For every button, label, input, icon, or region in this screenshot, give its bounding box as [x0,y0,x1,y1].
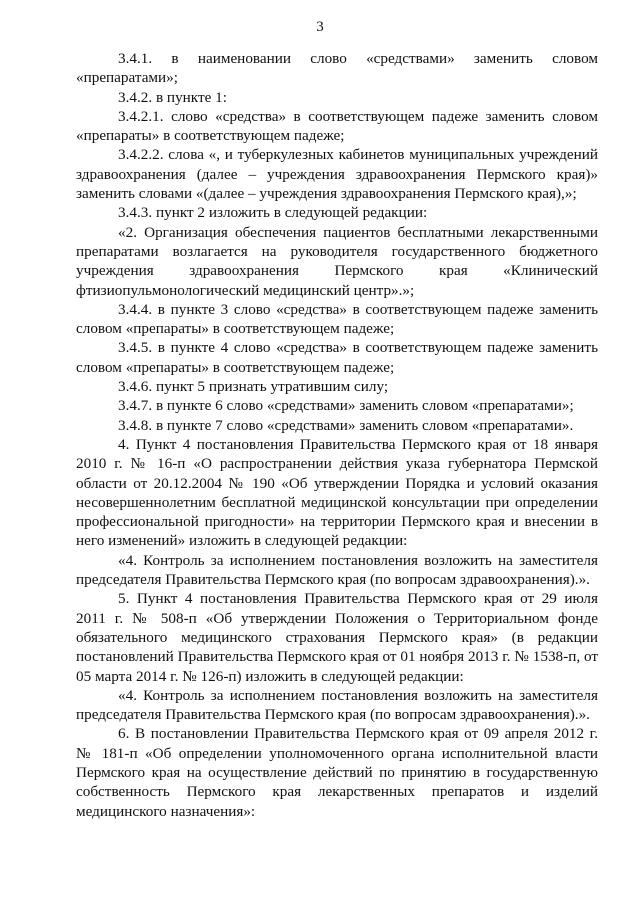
paragraph-3-4-2-2: 3.4.2.2. слова «, и туберкулезных кабинетов муниципальных учреждений здравоохранения (далее – учреждения здравоохранения Пермского края)» заменить словами «(далее – учреждения здравоохранения Пермского края),»; [76,146,598,203]
paragraph-quote-4-b: «4. Контроль за исполнением постановления возложить на заместителя председателя Правительства Пермского края (по вопросам здравоохранения).». [76,686,598,724]
paragraph-quote-2: «2. Организация обеспечения пациентов бесплатными лекарственными препаратами возлагается на руководителя государственного бюджетного учреждения здравоохранения Пермского края «Клинический фтизиопульмонологический медицинский центр».»; [76,223,598,299]
paragraph-quote-4-a: «4. Контроль за исполнением постановления возложить на заместителя председателя Правительства Пермского края (по вопросам здравоохранения).». [76,551,598,589]
paragraph-3-4-1: 3.4.1. в наименовании слово «средствами» заменить словом «препаратами»; [76,50,598,87]
document-body [76,49,598,821]
paragraph-3-4-4: 3.4.4. в пункте 3 слово «средства» в соответствующем падеже заменить словом «препараты» в соответствующем падеже; [76,300,598,338]
page-number: 3 [316,19,324,35]
paragraph-3-4-8: 3.4.8. в пункте 7 слово «средствами» заменить словом «препаратами». [118,416,574,434]
paragraph-6: 6. В постановлении Правительства Пермского края от 09 апреля 2012 г. № 181-п «Об определении уполномоченного органа исполнительной власти Пермского края на осуществление действий по принятию в государственную собственность Пермского края лекарственных препаратов и изделий медицинского назначения»: [76,725,598,820]
paragraph-3-4-2-1: 3.4.2.1. слово «средства» в соответствующем падеже заменить словом «препараты» в соответствующем падеже; [76,107,598,145]
paragraph-3-4-6: 3.4.6. пункт 5 признать утратившим силу; [118,378,389,396]
paragraph-3-4-3: 3.4.3. пункт 2 изложить в следующей редакции: [118,204,428,222]
paragraph-3-4-2: 3.4.2. в пункте 1: [118,88,227,106]
paragraph-3-4-7: 3.4.7. в пункте 6 слово «средствами» заменить словом «препаратами»; [118,397,574,415]
paragraph-3-4-5: 3.4.5. в пункте 4 слово «средства» в соответствующем падеже заменить словом «препараты» в соответствующем падеже; [76,339,598,376]
paragraph-5: 5. Пункт 4 постановления Правительства Пермского края от 29 июля 2011 г. № 508-п «Об утверждении Положения о Территориальном фонде обязательного медицинского страхования Пермского края» (в редакции постановлений Правительства Пермского края от 01 ноября 2013 г. № 1538-п, от 05 марта 2014 г. № 126-п) изложить в следующей редакции: [76,590,598,685]
paragraph-4: 4. Пункт 4 постановления Правительства Пермского края от 18 января 2010 г. № 16-п «О распространении действия указа губернатора Пермской области от 20.12.2004 № 190 «Об утверждении Порядка и условий оказания несовершеннолетним бесплатной медицинской консультации при определении профессиональной пригодности» на территории Пермского края и внесении в него изменений» изложить в следующей редакции: [76,435,598,550]
